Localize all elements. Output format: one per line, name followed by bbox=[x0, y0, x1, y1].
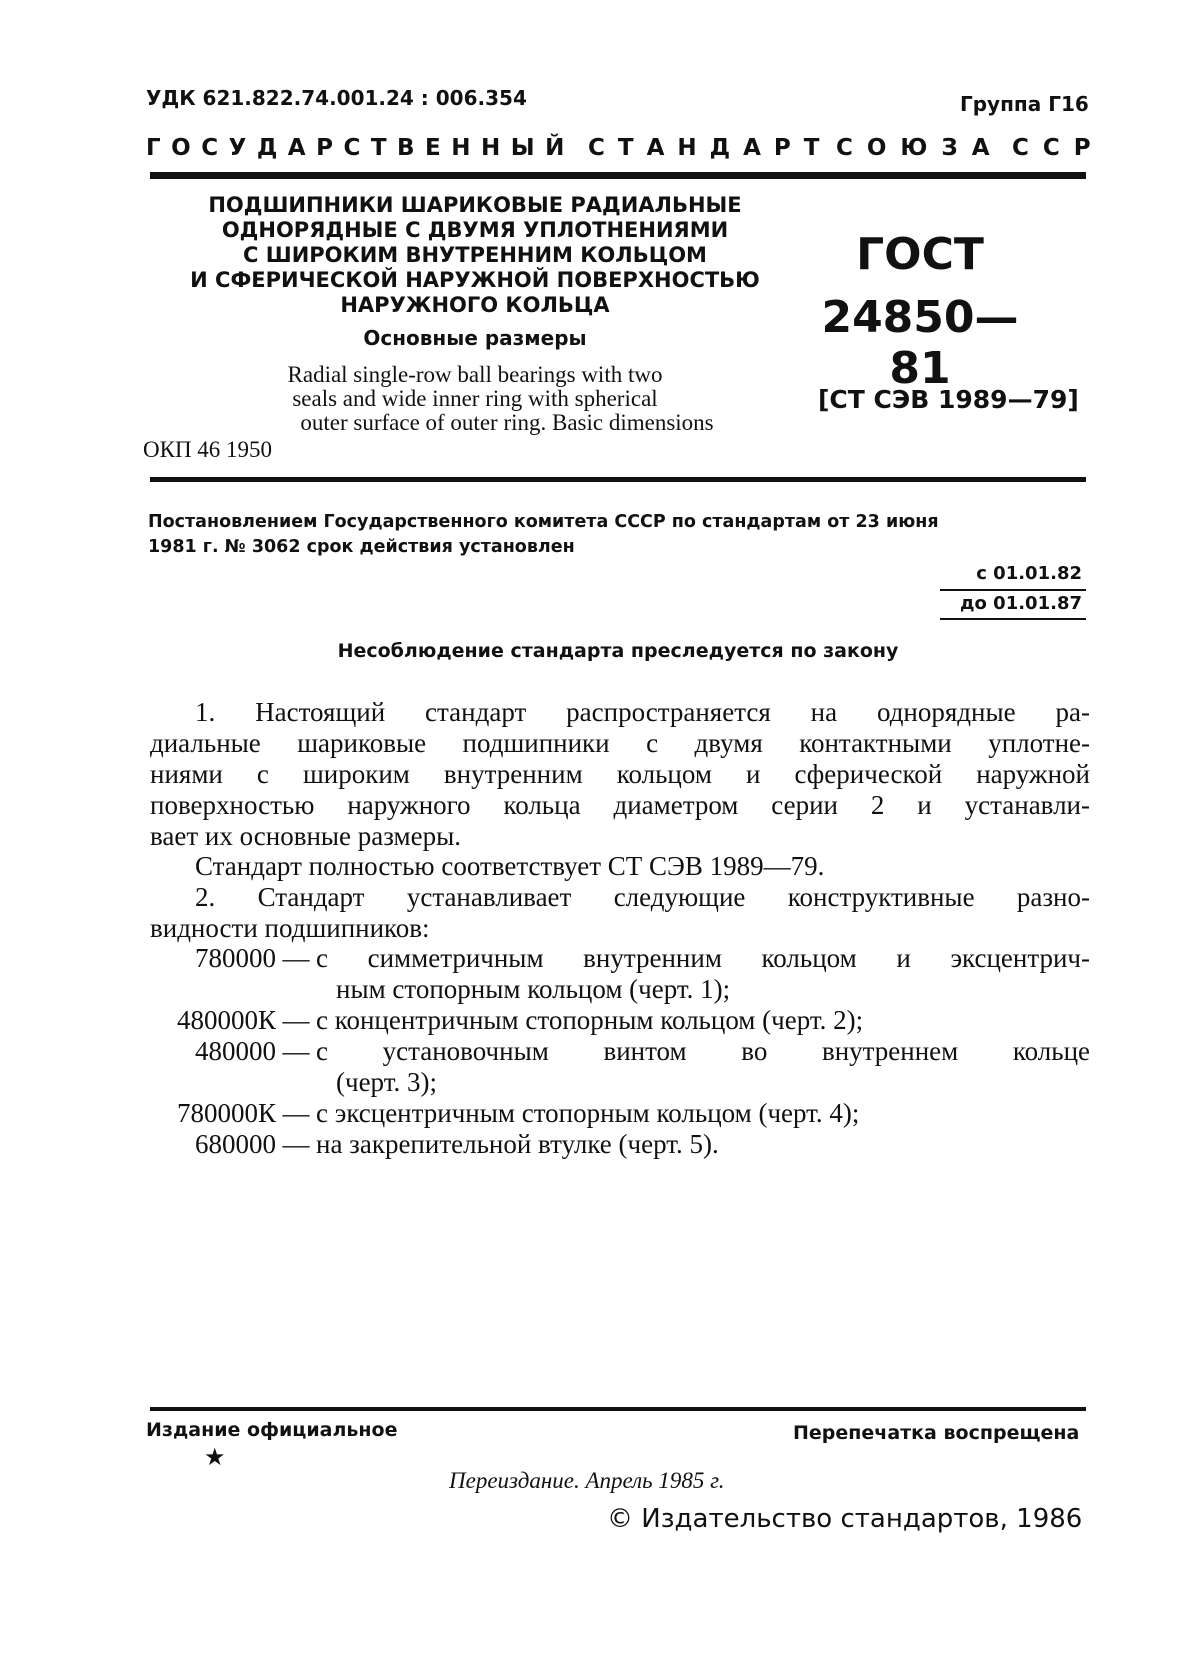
paragraph-2: Стандарт полностью соответствует СТ СЭВ 1989—79. bbox=[195, 851, 825, 881]
paragraph-1 bbox=[150, 697, 1090, 852]
paragraph-3 bbox=[150, 882, 1090, 944]
paragraph-line: поверхностью наружного кольца диаметром серии 2 и устанавли- bbox=[150, 790, 1090, 820]
header-word-3: СОЮЗА bbox=[836, 135, 1004, 161]
copyright: © Издательство стандартов, 1986 bbox=[607, 1504, 1083, 1534]
variant-code: 780000 bbox=[195, 943, 276, 973]
gost-label: ГОСТ bbox=[856, 229, 984, 280]
variant-row bbox=[150, 943, 1090, 974]
paragraph-line: диальные шариковые подшипники с двумя контактными уплотне- bbox=[150, 728, 1090, 758]
paragraph-line: видности подшипников: bbox=[150, 913, 430, 943]
valid-to-rule bbox=[940, 618, 1086, 620]
variant-dash: — bbox=[282, 1129, 310, 1159]
decree-line-2: 1981 г. № 3062 срок действия установлен bbox=[148, 537, 575, 557]
variant-text: на закрепительной втулке (черт. 5). bbox=[316, 1129, 719, 1159]
group-label: Группа Г16 bbox=[960, 92, 1089, 116]
variant-code: 480000К bbox=[176, 1005, 276, 1035]
header-word-1: ГОСУДАРСТВЕННЫЙ bbox=[146, 135, 575, 161]
official-edition: Издание официальное bbox=[146, 1419, 398, 1441]
paragraph-line: 2. Стандарт устанавливает следующие конструктивные разно- bbox=[195, 882, 1090, 912]
variant-text: с концентричным стопорным кольцом (черт. 2); bbox=[316, 1005, 864, 1035]
variant-row bbox=[150, 1129, 1090, 1160]
variant-dash: — bbox=[282, 1036, 310, 1066]
title-line: НАРУЖНОГО КОЛЬЦА bbox=[340, 293, 610, 317]
st-sev-reference: [СТ СЭВ 1989—79] bbox=[818, 385, 1079, 414]
title-line: ОДНОРЯДНЫЕ С ДВУМЯ УПЛОТНЕНИЯМИ bbox=[221, 218, 729, 242]
variant-text: с эксцентричным стопорным кольцом (черт. 4); bbox=[316, 1098, 860, 1128]
gost-number: 24850—81 bbox=[821, 292, 1019, 394]
standard-title bbox=[180, 193, 770, 351]
title-line: ПОДШИПНИКИ ШАРИКОВЫЕ РАДИАЛЬНЫЕ bbox=[208, 193, 742, 217]
variant-code: 780000К bbox=[176, 1098, 276, 1128]
variant-code: 680000 bbox=[195, 1129, 276, 1159]
paragraph-line: ниями с широким внутренним кольцом и сферической наружной bbox=[150, 759, 1090, 789]
legal-warning: Несоблюдение стандарта преследуется по закону bbox=[337, 640, 899, 662]
variant-code: 480000 bbox=[195, 1036, 276, 1066]
footer-rule bbox=[150, 1407, 1086, 1411]
variant-text: с симметричным внутренним кольцом и эксцентрич- bbox=[316, 943, 1090, 973]
title-line: С ШИРОКИМ ВНУТРЕННИМ КОЛЬЦОМ bbox=[243, 243, 707, 267]
valid-from-rule bbox=[940, 589, 1086, 591]
header-thick-rule bbox=[150, 172, 1086, 179]
variant-dash: — bbox=[282, 1098, 310, 1128]
decree-line-1: Постановлением Государственного комитета СССР по стандартам от 23 июня bbox=[148, 512, 939, 532]
header-word-4: ССР bbox=[1012, 135, 1105, 161]
paragraph-line: 1. Настоящий стандарт распространяется на однорядные ра- bbox=[195, 697, 1090, 727]
header-word-2: СТАНДАРТ bbox=[588, 135, 833, 161]
variant-row bbox=[150, 1005, 1090, 1036]
variant-dash: — bbox=[282, 1005, 310, 1035]
variant-text: с установочным винтом во внутреннем кольце bbox=[316, 1036, 1090, 1066]
udk-code: УДК 621.822.74.001.24 : 006.354 bbox=[146, 86, 527, 110]
variant-row-cont: (черт. 3); bbox=[336, 1067, 437, 1097]
variant-row bbox=[150, 1098, 1090, 1129]
reissue-note: Переиздание. Апрель 1985 г. bbox=[449, 1468, 725, 1493]
title-line: И СФЕРИЧЕСКОЙ НАРУЖНОЙ ПОВЕРХНОСТЬЮ bbox=[190, 268, 760, 292]
variant-dash: — bbox=[282, 943, 310, 973]
english-title-line: outer surface of outer ring. Basic dimensions bbox=[300, 410, 714, 435]
title-rule bbox=[150, 477, 1086, 482]
paragraph-line: вает их основные размеры. bbox=[150, 821, 462, 851]
okp-code: ОКП 46 1950 bbox=[143, 437, 273, 462]
title-subtitle: Основные размеры bbox=[363, 326, 587, 350]
reprint-forbidden: Перепечатка воспрещена bbox=[793, 1422, 1080, 1444]
star-icon: ★ bbox=[204, 1443, 226, 1471]
english-title-line: seals and wide inner ring with spherical bbox=[292, 386, 658, 411]
variant-row-cont: ным стопорным кольцом (черт. 1); bbox=[336, 974, 731, 1004]
variant-row bbox=[150, 1036, 1090, 1067]
valid-to: до 01.01.87 bbox=[960, 593, 1082, 614]
english-title bbox=[180, 363, 770, 435]
valid-from: с 01.01.82 bbox=[976, 563, 1082, 584]
english-title-line: Radial single-row ball bearings with two bbox=[287, 362, 663, 387]
